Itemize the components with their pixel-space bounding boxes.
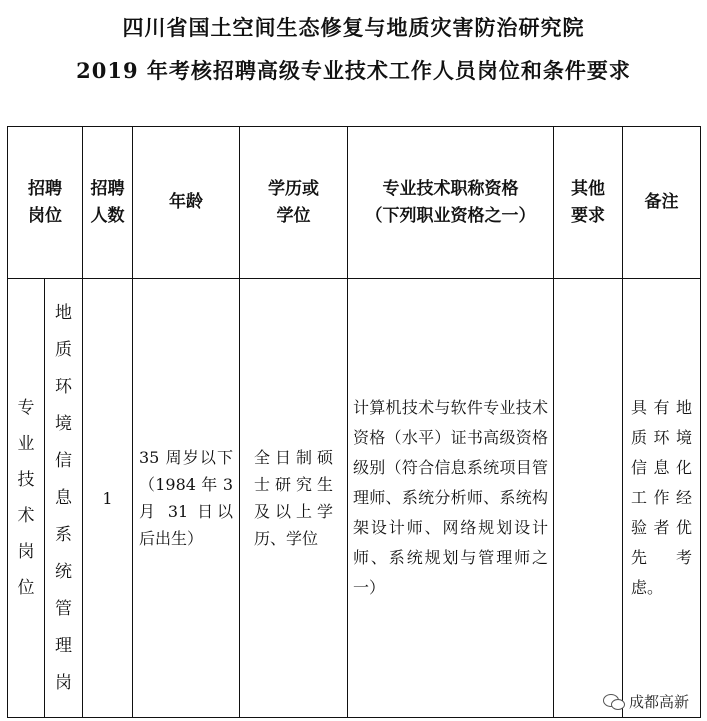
cell-other	[554, 279, 623, 718]
header-note: 备注	[623, 127, 701, 279]
watermark-text: 成都高新	[628, 693, 689, 711]
cell-qualification: 计算机技术与软件专业技术资格（水平）证书高级资格级别（符合信息系统项目管理师、系统分析师、系统构架设计师、网络规划设计师、系统规划与管理师之一）	[348, 279, 554, 718]
recruitment-table	[7, 126, 701, 718]
header-row	[8, 127, 701, 279]
cell-age: 35 周岁以下（1984 年 3 月 31 日以后出生）	[133, 279, 240, 718]
cell-category: 专业技术岗位	[8, 279, 45, 718]
document-subtitle: 2019 年考核招聘高级专业技术工作人员岗位和条件要求	[76, 58, 631, 83]
header-other: 其他要求	[554, 127, 623, 279]
document-title: 四川省国土空间生态修复与地质灾害防治研究院	[122, 15, 585, 40]
table-row	[8, 279, 701, 718]
header-qualification: 专业技术职称资格 （下列职业资格之一）	[348, 127, 554, 279]
cell-note: 具有地质环境信息化工作经验者优先考虑。	[623, 279, 701, 718]
cell-count: 1	[83, 279, 133, 718]
cell-education: 全日制硕士研究生及以上学历、学位	[240, 279, 348, 718]
cell-position-name: 地质环境信息系统管理岗	[45, 279, 83, 718]
header-position: 招聘岗位	[8, 127, 83, 279]
header-age: 年龄	[133, 127, 240, 279]
header-count: 招聘人数	[83, 127, 133, 279]
header-education: 学历或学位	[240, 127, 348, 279]
wechat-icon	[603, 694, 625, 710]
watermark	[603, 691, 689, 712]
